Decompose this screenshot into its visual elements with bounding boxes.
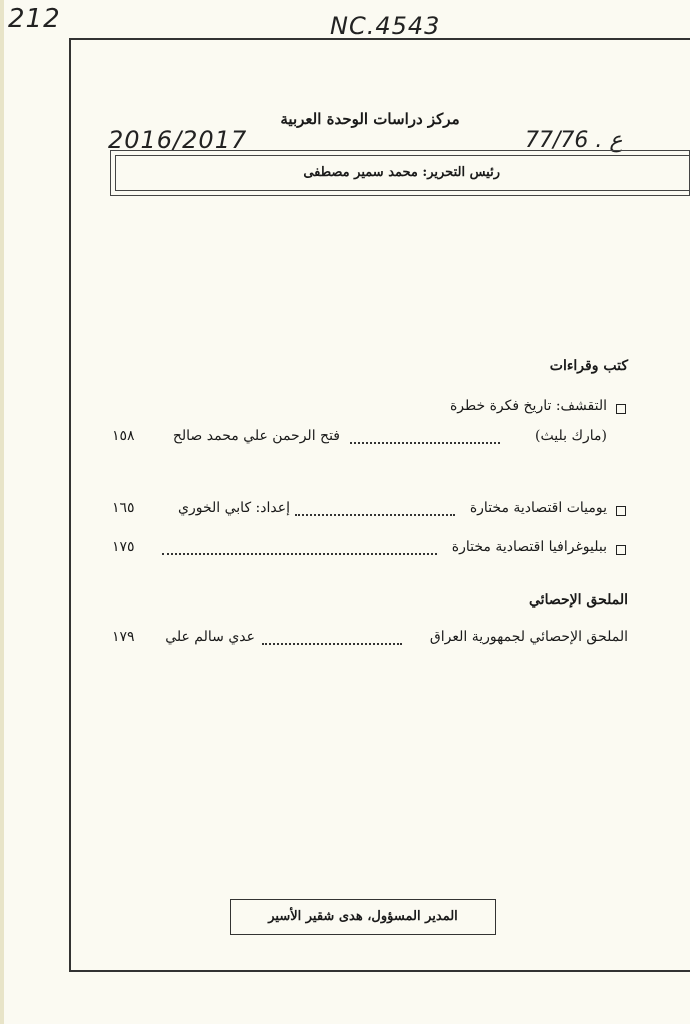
toc-item-contributor: إعداد: كابي الخوري xyxy=(178,500,290,516)
section-title-appendix: الملحق الإحصائي xyxy=(529,592,628,608)
toc-item-author: (مارك بليث) xyxy=(535,428,607,444)
toc-item-contributor: عدي سالم علي xyxy=(165,629,255,645)
dot-leader xyxy=(162,553,437,555)
toc-item-title: الملحق الإحصائي لجمهورية العراق xyxy=(429,629,628,645)
toc-item-title: ببليوغرافيا اقتصادية مختارة xyxy=(451,539,607,555)
dot-leader xyxy=(262,643,402,645)
dot-leader xyxy=(350,442,500,444)
toc-page-number: ١٧٥ xyxy=(112,539,135,555)
publisher-title: مركز دراسات الوحدة العربية xyxy=(280,110,460,128)
managing-director-box xyxy=(230,899,496,935)
toc-item-contributor: فتح الرحمن علي محمد صالح xyxy=(172,428,340,444)
dot-leader xyxy=(295,514,455,516)
handwritten-catalog-code: NC.4543 xyxy=(330,12,441,40)
toc-item-title: يوميات اقتصادية مختارة xyxy=(469,500,607,516)
handwritten-issue-numbers: 77/76 . ع xyxy=(525,128,623,153)
editor-in-chief: رئيس التحرير: محمد سمير مصطفى xyxy=(303,165,500,180)
managing-director-label: المدير المسؤول، هدى شقير الأسير xyxy=(268,909,458,924)
toc-page-number: ١٥٨ xyxy=(112,428,135,444)
handwritten-years: 2016/2017 xyxy=(108,126,248,154)
handwritten-corner-number: 212 xyxy=(8,4,61,34)
toc-page-number: ١٦٥ xyxy=(112,500,135,516)
checkbox-icon xyxy=(616,404,626,414)
page-binding-edge xyxy=(0,0,4,1024)
checkbox-icon xyxy=(616,545,626,555)
toc-item-title: التقشف: تاريخ فكرة خطرة xyxy=(449,398,607,414)
checkbox-icon xyxy=(616,506,626,516)
toc-page-number: ١٧٩ xyxy=(112,629,135,645)
section-title-books: كتب وقراءات xyxy=(549,358,628,374)
